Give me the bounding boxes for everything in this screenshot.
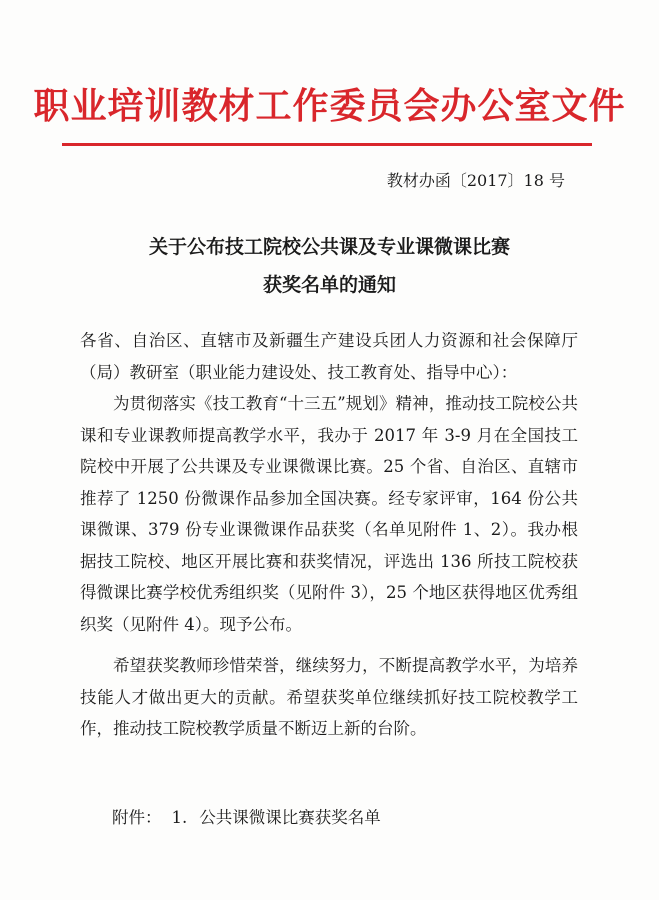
body-paragraph-1: 为贯彻落实《技工教育“十三五”规划》精神，推动技工院校公共课和专业课教师提高教学水平，我办于 2017 年 3-9 月在全国技工院校中开展了公共课及专业课微课比赛。25 个省、自治区、直辖市推荐了 1250 份微课作品参加全国决赛。经专家评审，164 份公共课微课、379 份专业课微课作品获奖（名单见附件 1、2）。我办根据技工院校、地区开展比赛和获奖情况，评选出 136 所技工院校获得微课比赛学校优秀组织奖（见附件 3），25 个地区获得地区优秀组织奖（见附件 4）。现予公布。 [80,394,578,634]
notice-title-line-1: 关于公布技工院校公共课及专业课微课比赛 [148,236,510,258]
notice-body [80,325,578,745]
notice-title [0,228,659,304]
red-header-rule [62,143,592,146]
document-number: 教材办函〔2017〕18 号 [386,171,565,190]
paragraph-gap [80,640,578,650]
attachment-list [112,806,381,830]
body-paragraph-2: 希望获奖教师珍惜荣誉，继续努力，不断提高教学水平，为培养技能人才做出更大的贡献。希望获奖单位继续抓好技工院校教学工作，推动技工院校教学质量不断迈上新的台阶。 [80,656,578,738]
attachment-label: 附件： [112,808,162,827]
issuer-header-title: 职业培训教材工作委员会办公室文件 [33,85,626,127]
attachment-item-number: 1. [171,808,188,827]
attachment-item-title: 公共课微课比赛获奖名单 [199,808,381,827]
notice-title-line-2: 获奖名单的通知 [262,274,396,296]
addressee: 各省、自治区、直辖市及新疆生产建设兵团人力资源和社会保障厅（局）教研室（职业能力建设处、技工教育处、指导中心）： [80,331,578,382]
